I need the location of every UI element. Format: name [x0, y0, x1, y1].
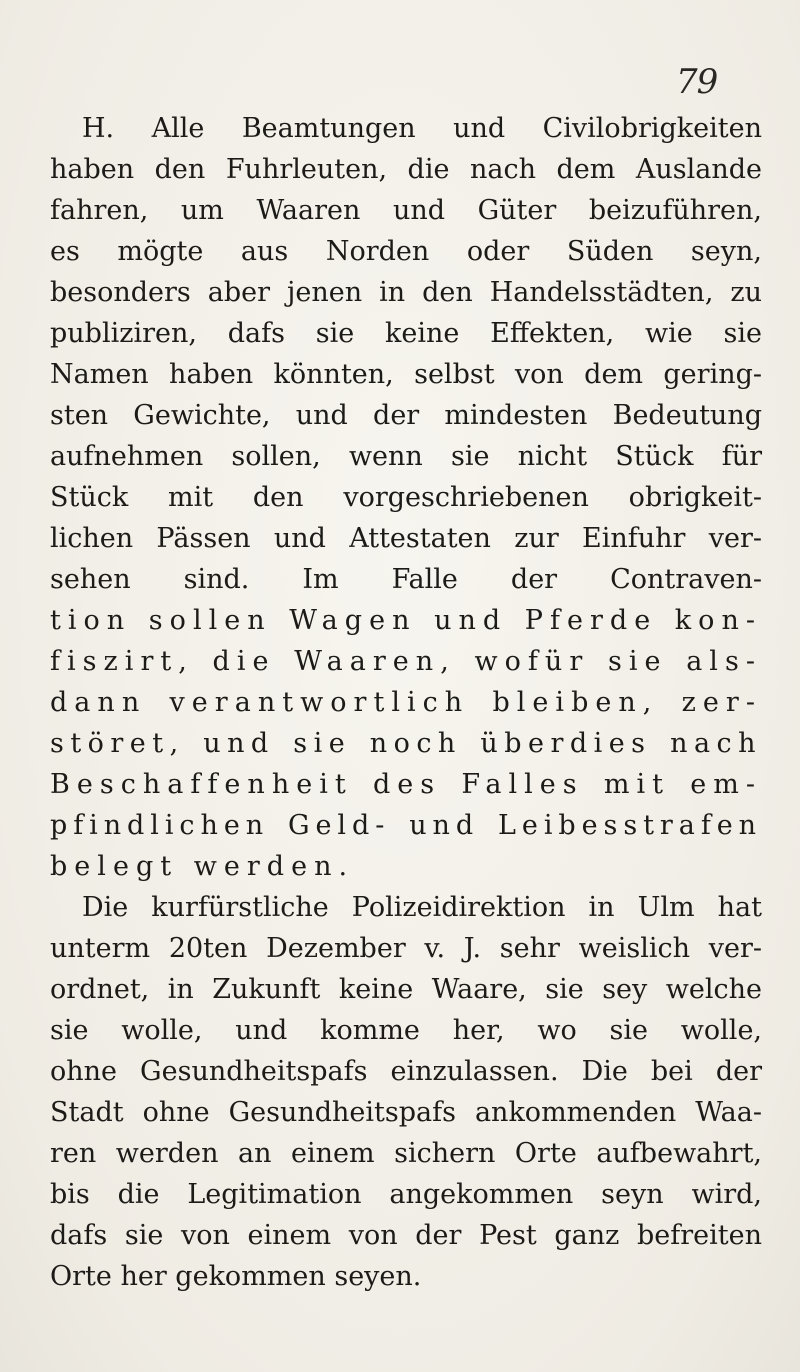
- text-line: Stück mit den vorgeschriebenen obrigkeit-: [50, 482, 762, 513]
- text-line: Namen haben könnten, selbst von dem gering-: [50, 359, 762, 390]
- text-line: aufnehmen sollen, wenn sie nicht Stück für: [50, 441, 762, 472]
- text-line-spaced: belegt werden.: [50, 851, 355, 882]
- text-line: sie wolle, und komme her, wo sie wolle,: [50, 1015, 762, 1046]
- text-line: ren werden an einem sichern Orte aufbewahrt,: [50, 1138, 762, 1169]
- text-line: unterm 20ten Dezember v. J. sehr weislich ver-: [50, 933, 762, 964]
- text-line-spaced: Beschaffenheit des Falles mit em-: [50, 769, 762, 800]
- text-line: es mögte aus Norden oder Süden seyn,: [50, 236, 762, 267]
- text-line: ordnet, in Zukunft keine Waare, sie sey welche: [50, 974, 762, 1005]
- text-line: haben den Fuhrleuten, die nach dem Auslande: [50, 154, 762, 185]
- text-line: sten Gewichte, und der mindesten Bedeutung: [50, 400, 762, 431]
- text-line: Die kurfürstliche Polizeidirektion in Ulm hat: [82, 892, 762, 923]
- text-line: publiziren, dafs sie keine Effekten, wie sie: [50, 318, 762, 349]
- text-line: fahren, um Waaren und Güter beizuführen,: [50, 195, 762, 226]
- text-line: dafs sie von einem von der Pest ganz befreiten: [50, 1220, 762, 1251]
- page-number: 79: [676, 62, 718, 102]
- text-line-spaced: fiszirt, die Waaren, wofür sie als-: [50, 646, 762, 677]
- text-line-spaced: störet, und sie noch überdies nach: [50, 728, 762, 759]
- text-line: Orte her gekommen seyen.: [50, 1261, 422, 1292]
- paragraph-h: [50, 108, 762, 887]
- text-line: sehen sind. Im Falle der Contraven-: [50, 564, 762, 595]
- text-line: H. Alle Beamtungen und Civilobrigkeiten: [82, 113, 762, 144]
- text-line-spaced: pfindlichen Geld- und Leibesstrafen: [50, 810, 762, 841]
- text-line: besonders aber jenen in den Handelsstädten, zu: [50, 277, 762, 308]
- text-line: Stadt ohne Gesundheitspafs ankommenden Waa-: [50, 1097, 762, 1128]
- text-line: bis die Legitimation angekommen seyn wird,: [50, 1179, 762, 1210]
- text-line-spaced: tion sollen Wagen und Pferde kon-: [50, 605, 762, 636]
- body-text: [50, 108, 762, 1297]
- text-line: lichen Pässen und Attestaten zur Einfuhr ver-: [50, 523, 762, 554]
- text-line-spaced: dann verantwortlich bleiben, zer-: [50, 687, 762, 718]
- text-line: ohne Gesundheitspafs einzulassen. Die bei der: [50, 1056, 762, 1087]
- paragraph-ulm: [50, 887, 762, 1297]
